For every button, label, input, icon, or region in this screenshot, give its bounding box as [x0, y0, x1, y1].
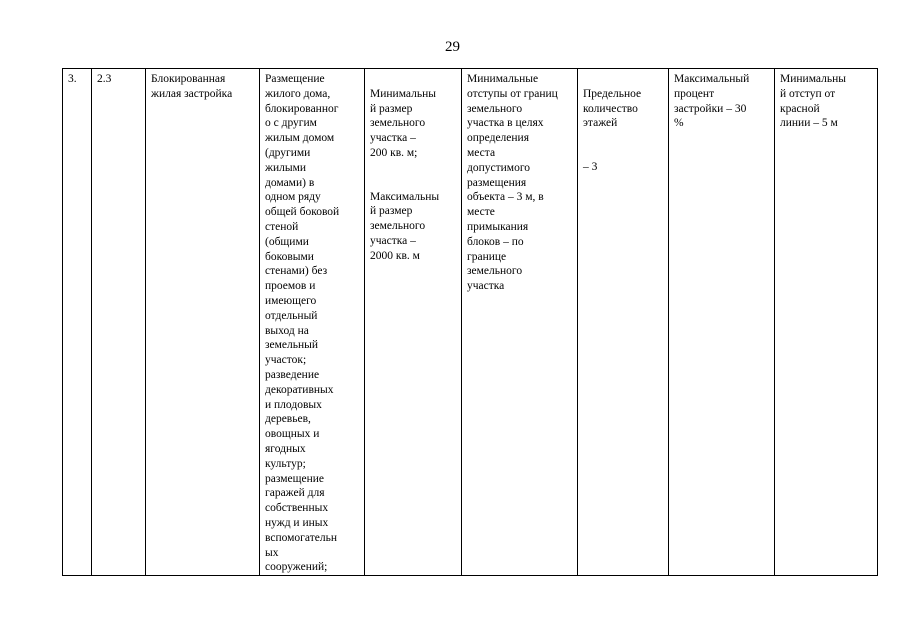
boundary-setbacks: Минимальные отступы от границ земельного участка в целях определения места допустимого размещения объекта – 3 м, в месте примыкания блоков – по границе земельного участка — [467, 73, 558, 293]
land-use-name: Блокированная жилая застройка — [151, 73, 233, 100]
page-number: 29 — [445, 39, 460, 55]
max-floors-value: – 3 — [583, 160, 598, 173]
row-number-cell — [63, 69, 92, 576]
max-plot-size: Максимальны й размер земельного участка – 2000 кв. м — [370, 190, 440, 262]
floors-cell — [578, 69, 669, 576]
red-line-cell — [775, 69, 878, 576]
coverage-cell — [669, 69, 775, 576]
name-cell — [146, 69, 260, 576]
code-cell — [92, 69, 146, 576]
land-use-description: Размещение жилого дома, блокированног о с другим жилым домом (другими жилыми домами) в одном ряду общей боковой стеной (общими боковыми стенами) без проемов и имеющего отдельный выход на земельный участок; разведение декоративных и плодовых деревьев, овощных и ягодных культур; размещение гаражей для собственных нужд и иных вспомогательн ых сооружений; — [265, 73, 340, 574]
zoning-regulations-table — [62, 68, 878, 576]
max-coverage: Максимальный процент застройки – 30 % — [674, 73, 750, 130]
max-floors-label: Предельное количество этажей — [583, 87, 642, 130]
description-cell — [260, 69, 365, 576]
min-plot-size: Минимальны й размер земельного участка – 200 кв. м; — [370, 87, 436, 159]
plot-size-cell — [365, 69, 462, 576]
land-use-code: 2.3 — [97, 73, 112, 85]
red-line-setback: Минимальны й отступ от красной линии – 5 м — [780, 73, 846, 130]
table-row — [63, 69, 878, 576]
row-number: 3. — [68, 73, 77, 85]
setbacks-cell — [462, 69, 578, 576]
